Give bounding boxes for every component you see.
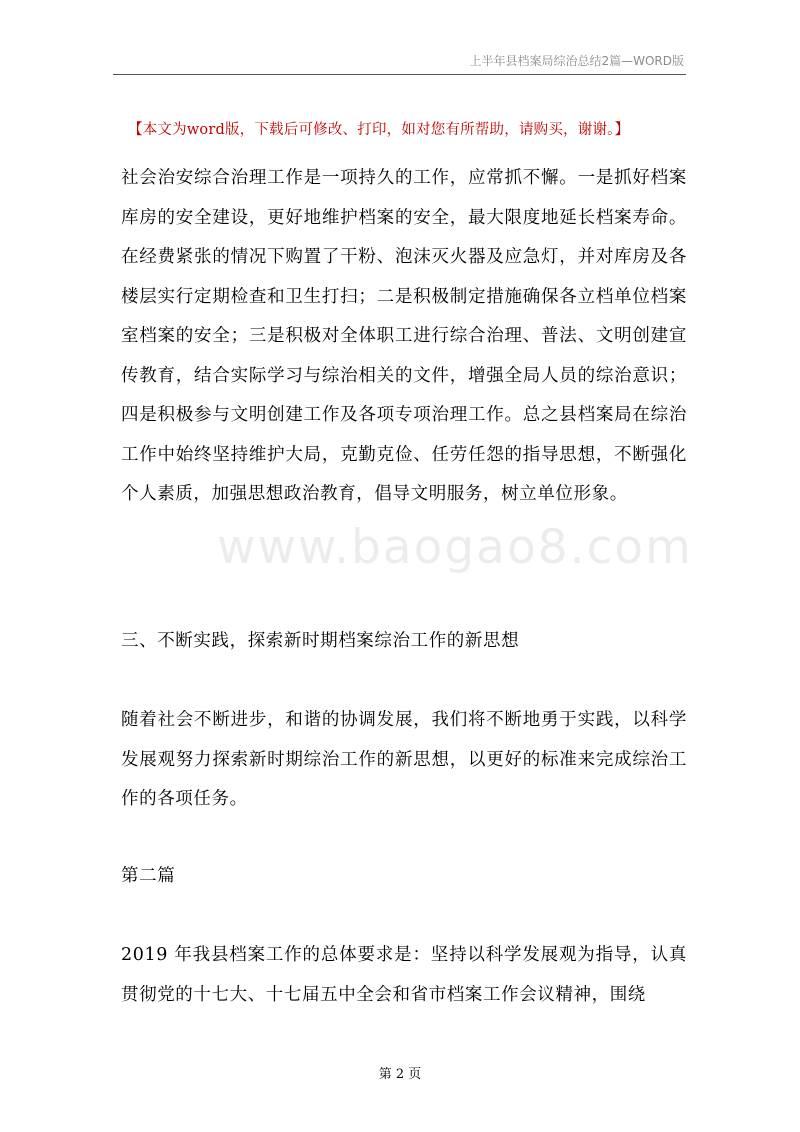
download-notice: 【本文为word版，下载后可修改、打印，如对您有所帮助，请购买，谢谢。】 — [128, 122, 630, 138]
body-paragraph-1: 社会治安综合治理工作是一项持久的工作，应常抓不懈。一是抓好档案库房的安全建设，更好地维护档案的安全，最大限度地延长档案寿命。在经费紧张的情况下购置了干粉、泡沫灭火器及应急灯，并对库房及各楼层实行定期检查和卫生打扫；二是积极制定措施确保各立档单位档案室档案的安全；三是积极对全体职工进行综合治理、普法、文明创建宣传教育，结合实际学习与综治相关的文件，增强全局人员的综治意识；四是积极参与文明创建工作及各项专项治理工作。总之县档案局在综治工作中始终坚持维护大局，克勤克俭、任劳任怨的指导思想，不断强化个人素质，加强思想政治教育，倡导文明服务，树立单位形象。 — [121, 168, 687, 504]
page-number: 第 2 页 — [378, 1067, 422, 1082]
body-paragraph-3: 随着社会不断进步，和谐的协调发展，我们将不断地勇于实践，以科学发展观努力探索新时期综治工作的新思想，以更好的标准来完成综治工作的各项任务。 — [121, 710, 687, 809]
watermark: www.baogao8.com — [217, 520, 693, 575]
section-heading-second-article: 第二篇 — [121, 866, 176, 886]
header-title: 上半年县档案局综治总结2篇—WORD版 — [469, 54, 684, 68]
page-header — [113, 50, 686, 75]
section-heading-3: 三、不断实践，探索新时期档案综治工作的新思想 — [121, 631, 520, 651]
body-paragraph-5: 2019 年我县档案工作的总体要求是：坚持以科学发展观为指导，认真贯彻党的十七大、十七届五中全会和省市档案工作会议精神，围绕 — [121, 945, 687, 1005]
